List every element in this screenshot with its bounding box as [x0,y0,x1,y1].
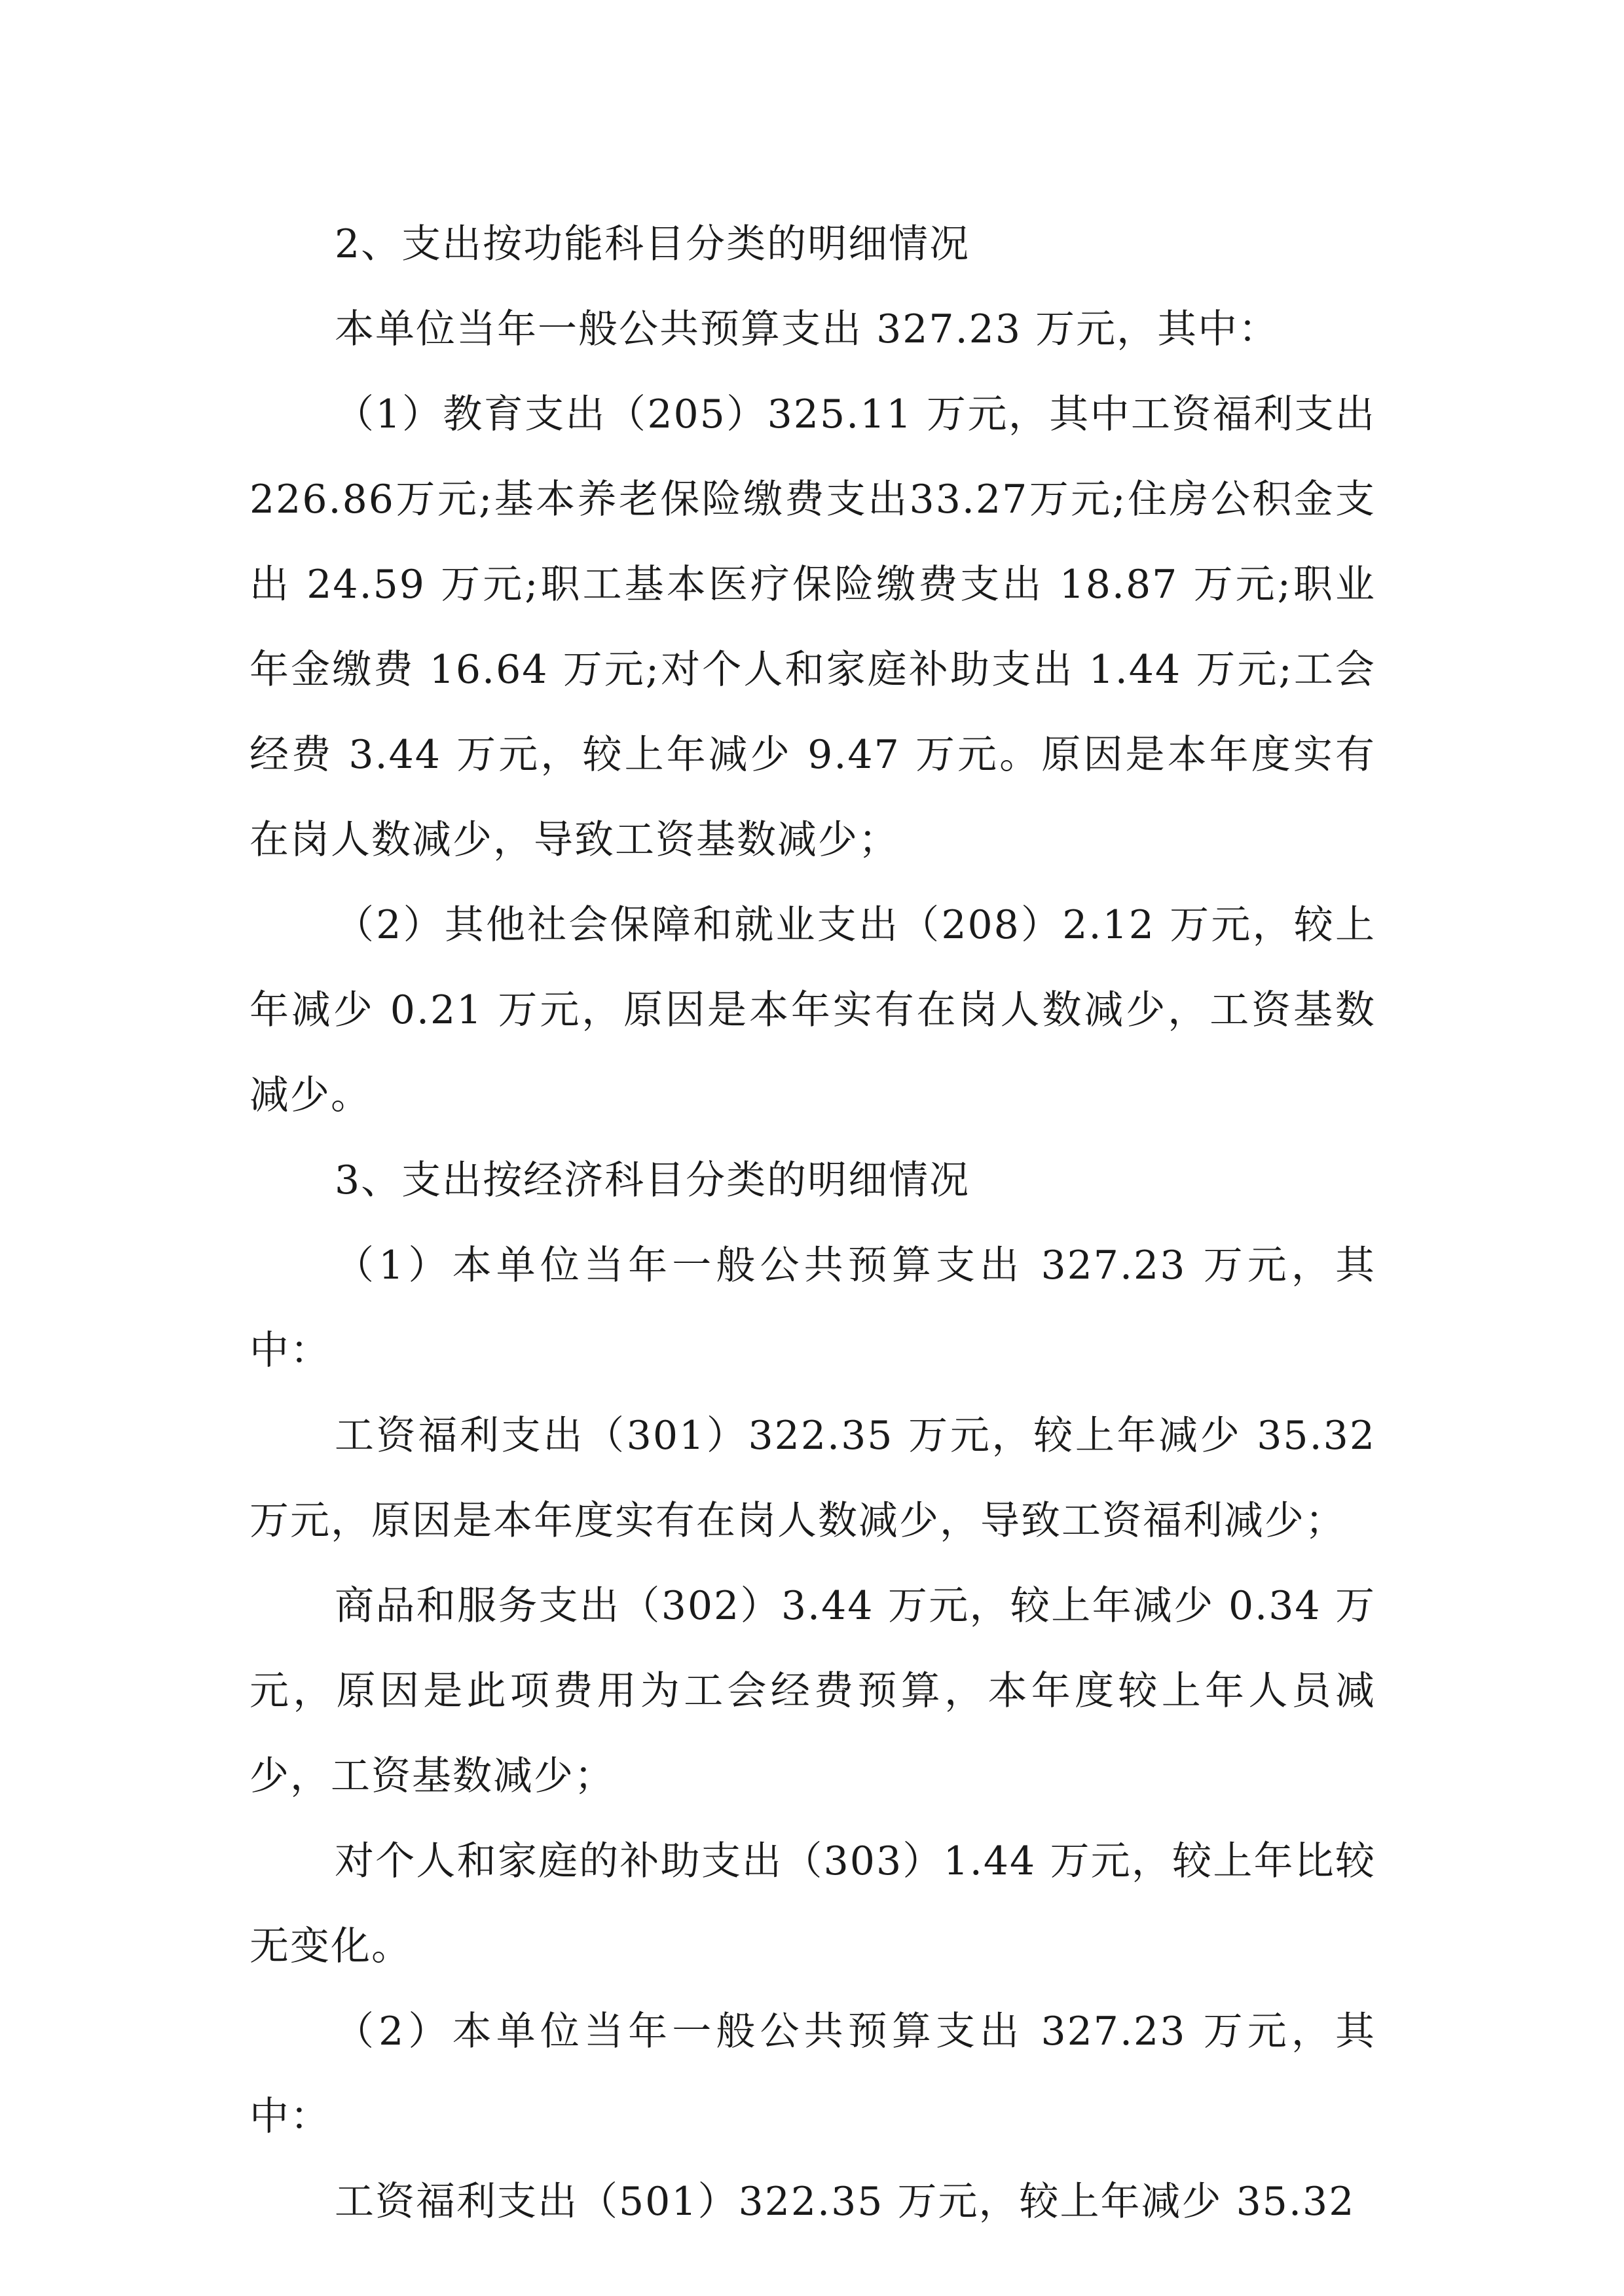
document-body [249,202,1376,2244]
paragraph: 商品和服务支出（302）3.44 万元，较上年减少 0.34 万元，原因是此项费用为工会经费预算，本年度较上年人员减少，工资基数减少； [249,1583,1376,1799]
paragraph: （2）本单位当年一般公共预算支出 327.23 万元，其中： [249,2009,1376,2140]
paragraph: 工资福利支出（301）322.35 万元，较上年减少 35.32 万元，原因是本年度实有在岗人数减少，导致工资福利减少； [249,1413,1376,1544]
section-heading-economic: 3、支出按经济科目分类的明细情况 [335,1157,970,1203]
section-heading-functional: 2、支出按功能科目分类的明细情况 [335,221,970,267]
paragraph: （2）其他社会保障和就业支出（208）2.12 万元，较上年减少 0.21 万元，原因是本年实有在岗人数减少，工资基数减少。 [249,902,1376,1118]
paragraph: 工资福利支出（501）322.35 万元，较上年减少 35.32 [335,2179,1356,2225]
paragraph: （1）教育支出（205）325.11 万元，其中工资福利支出 226.86万元;基本养老保险缴费支出33.27万元;住房公积金支出 24.59 万元;职工基本医疗保险缴费支出 18.87 万元;职业年金缴费 16.64 万元;对个人和家庭补助支出 1.44 万元;工会经费 3.44 万元，较上年减少 9.47 万元。原因是本年度实有在岗人数减少，导致工资基数减少； [249,392,1376,863]
paragraph: （1）本单位当年一般公共预算支出 327.23 万元，其中： [249,1243,1376,1374]
paragraph: 本单位当年一般公共预算支出 327.23 万元，其中： [335,306,1280,352]
paragraph: 对个人和家庭的补助支出（303）1.44 万元，较上年比较无变化。 [249,1838,1376,1969]
